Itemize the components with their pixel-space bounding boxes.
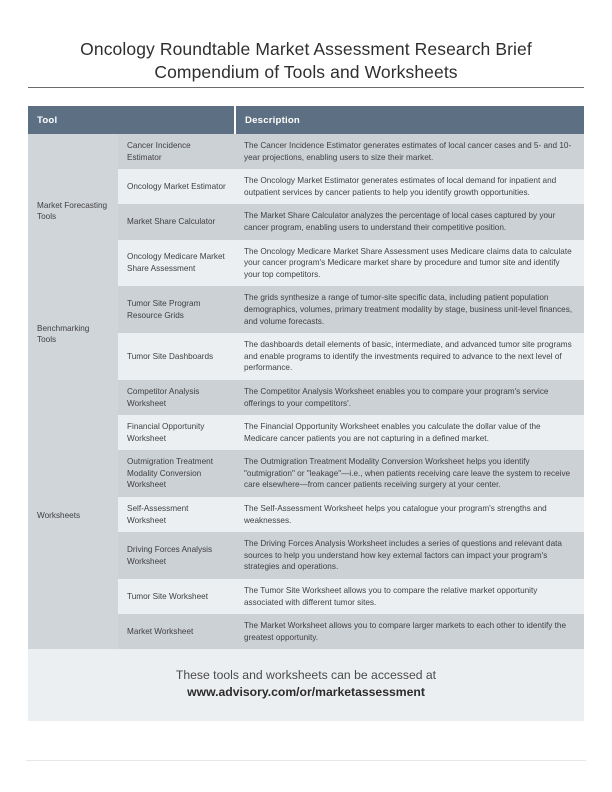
tool-name-cell: Cancer Incidence Estimator [118, 134, 235, 169]
tool-name-cell: Market Share Calculator [118, 204, 235, 239]
tool-name-cell: Financial Opportunity Worksheet [118, 415, 235, 450]
tool-group-label: Market Forecasting Tools [28, 134, 118, 286]
tool-description-cell: The Financial Opportunity Worksheet enables you calculate the dollar value of the Medicare cancer patients you are not capturing in a defined market. [235, 415, 584, 450]
page-title-line-1: Oncology Roundtable Market Assessment Research Brief [80, 39, 532, 59]
tool-description-cell: The dashboards detail elements of basic, intermediate, and advanced tumor site programs and enable programs to identify the investments required to advance to the next level of performance. [235, 333, 584, 380]
table-header [28, 106, 584, 134]
title-divider [28, 87, 584, 88]
tool-name-cell: Driving Forces Analysis Worksheet [118, 532, 235, 579]
access-callout-text: These tools and worksheets can be accessed at [175, 668, 437, 683]
tool-name-cell: Oncology Market Estimator [118, 169, 235, 204]
tools-table-container [28, 106, 584, 721]
tool-description-cell: The Oncology Market Estimator generates estimates of local demand for inpatient and outpatient services by cancer patients to help you identify growth opportunities. [235, 169, 584, 204]
tool-description-cell: The Competitor Analysis Worksheet enables you to compare your program's service offerings to your competitors'. [235, 380, 584, 415]
tool-description-cell: The Tumor Site Worksheet allows you to compare the relative market opportunity associated with different tumor sites. [235, 579, 584, 614]
table-row [28, 286, 584, 333]
tool-description-cell: The Oncology Medicare Market Share Assessment uses Medicare claims data to calculate your cancer program's Medicare market share by procedure and tumor site and identify your top competitors. [235, 240, 584, 287]
tool-name-cell: Market Worksheet [118, 614, 235, 649]
table-row [28, 380, 584, 415]
tool-description-cell: The Market Share Calculator analyzes the percentage of local cases captured by your cancer program, enabling users to understand their competitive position. [235, 204, 584, 239]
tool-name-cell: Self-Assessment Worksheet [118, 497, 235, 532]
tool-description-cell: The Cancer Incidence Estimator generates estimates of local cancer cases and 5- and 10-year projections, enabling users to size their market. [235, 134, 584, 169]
tool-name-cell: Outmigration Treatment Modality Conversion Worksheet [118, 450, 235, 497]
tool-group-label: Benchmarking Tools [28, 286, 118, 380]
page-footer [26, 761, 586, 773]
page-title-line-2: Compendium of Tools and Worksheets [154, 62, 458, 82]
column-header-tool: Tool [28, 106, 235, 134]
tool-description-cell: The Outmigration Treatment Modality Conversion Worksheet helps you identify "outmigration" or "leakage"—i.e., when patients receiving care leave the system to receive care elsewhere—from cancer patients receiving surgery at your center. [235, 450, 584, 497]
access-callout-url: www.advisory.com/or/marketassessment [187, 685, 425, 700]
table-header-row [28, 106, 584, 134]
tool-name-cell: Tumor Site Worksheet [118, 579, 235, 614]
tool-name-cell: Tumor Site Dashboards [118, 333, 235, 380]
tools-table [28, 106, 584, 649]
table-row [28, 134, 584, 169]
tool-description-cell: The Market Worksheet allows you to compare larger markets to each other to identify the greatest opportunity. [235, 614, 584, 649]
tool-description-cell: The grids synthesize a range of tumor-site specific data, including patient population demographics, volumes, primary treatment modality by stage, business unit-level finances, and volume forecasts. [235, 286, 584, 333]
tool-description-cell: The Driving Forces Analysis Worksheet includes a series of questions and relevant data sources to help you understand how key external factors can impact your program's strategies and operations. [235, 532, 584, 579]
tool-description-cell: The Self-Assessment Worksheet helps you catalogue your program's strengths and weaknesses. [235, 497, 584, 532]
table-body [28, 134, 584, 649]
tool-name-cell: Tumor Site Program Resource Grids [118, 286, 235, 333]
tool-name-cell: Competitor Analysis Worksheet [118, 380, 235, 415]
tool-name-cell: Oncology Medicare Market Share Assessment [118, 240, 235, 287]
column-header-description: Description [235, 106, 584, 134]
access-callout [28, 649, 584, 721]
tool-group-label: Worksheets [28, 380, 118, 650]
page-title [28, 38, 584, 84]
